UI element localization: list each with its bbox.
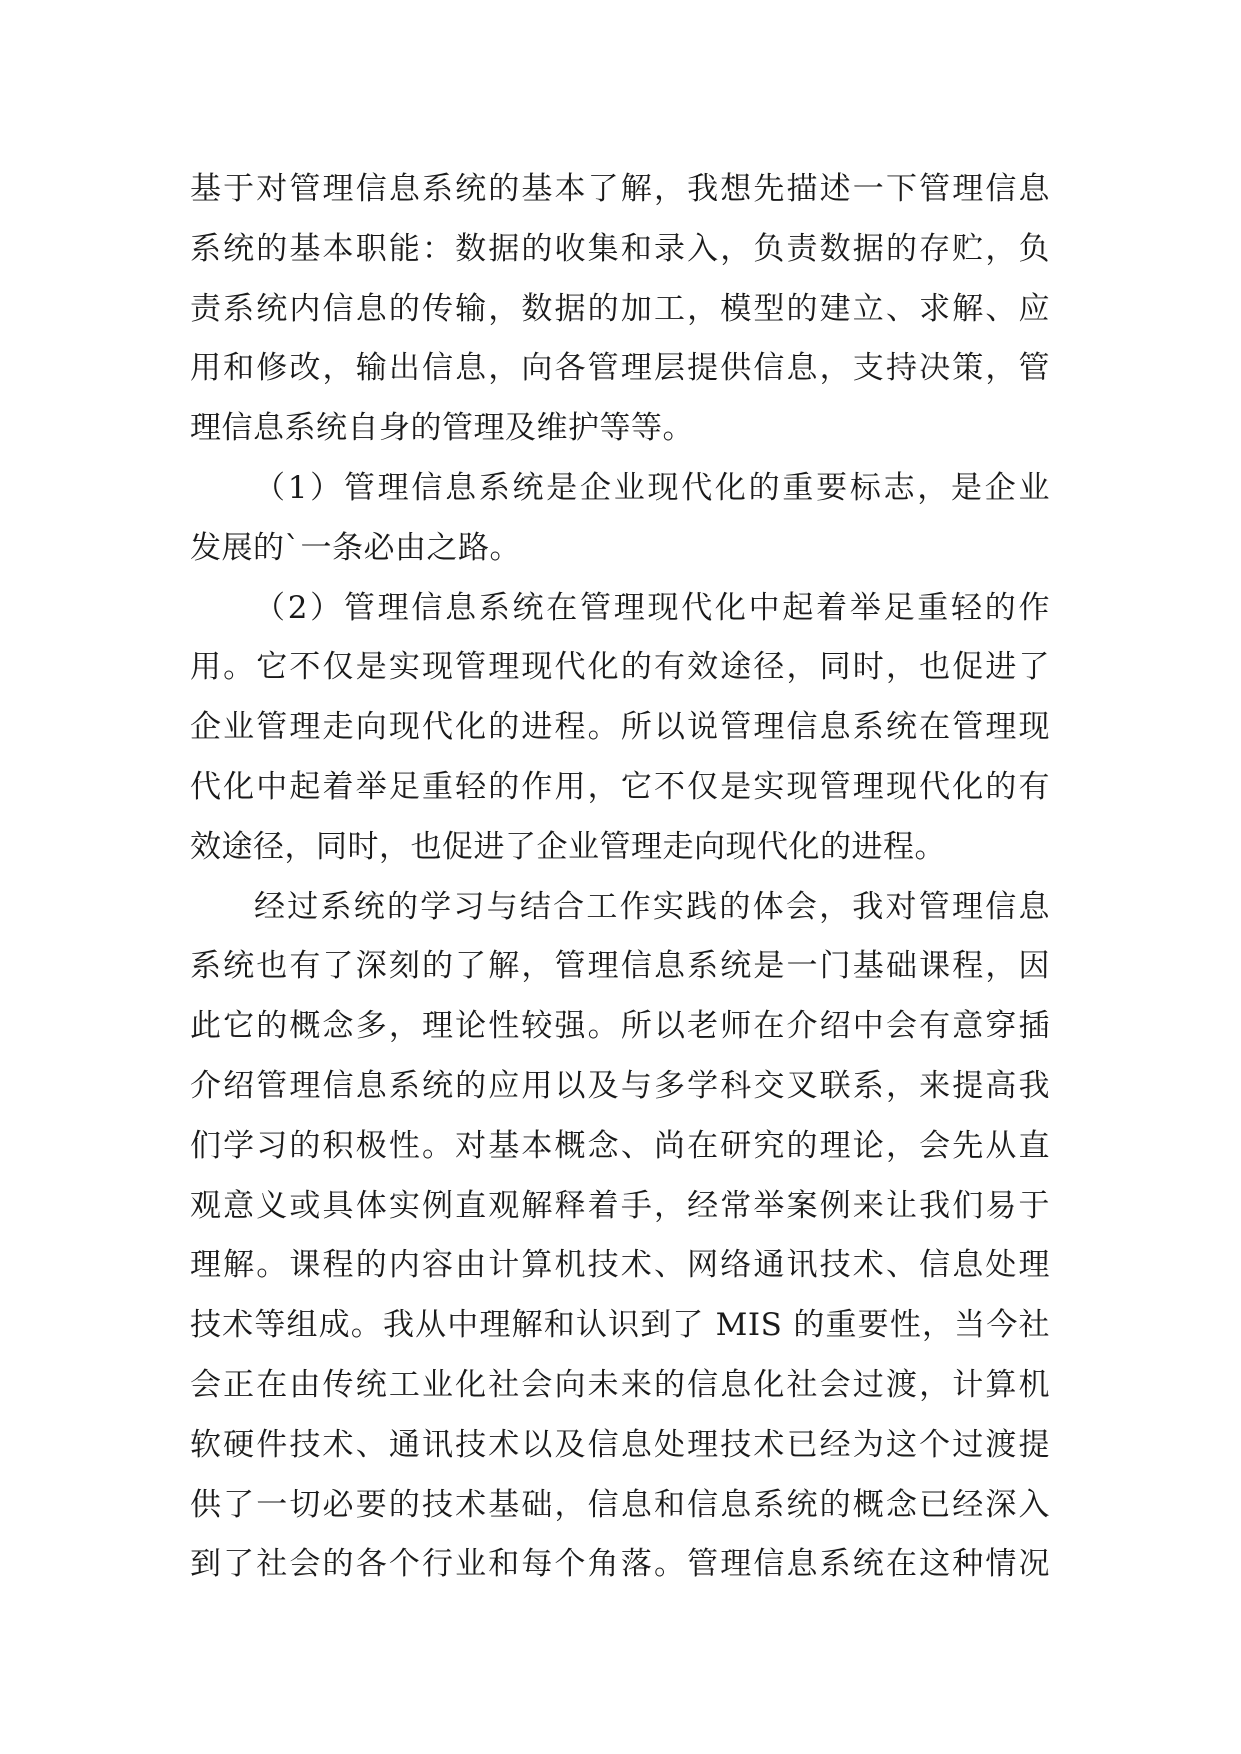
text-line: 基于对管理信息系统的基本了解，我想先描述一下管理信息 xyxy=(190,171,1050,207)
text-line: 理解。课程的内容由计算机技术、网络通讯技术、信息处理 xyxy=(190,1247,1050,1284)
text-line: 此它的概念多，理论性较强。所以老师在介绍中会有意穿插 xyxy=(190,1008,1050,1045)
text-line: 供了一切必要的技术基础，信息和信息系统的概念已经深入 xyxy=(190,1486,1050,1523)
text-line: 理信息系统自身的管理及维护等等。 xyxy=(190,410,694,447)
text-line: 责系统内信息的传输，数据的加工，模型的建立、求解、应 xyxy=(190,290,1050,327)
text-line: 到了社会的各个行业和每个角落。管理信息系统在这种情况 xyxy=(190,1546,1050,1583)
text-line: 发展的`一条必由之路。 xyxy=(190,529,521,566)
text-line: 效途径，同时，也促进了企业管理走向现代化的进程。 xyxy=(190,828,946,865)
text-line: 代化中起着举足重轻的作用，它不仅是实现管理现代化的有 xyxy=(190,768,1050,805)
text-line: 们学习的积极性。对基本概念、尚在研究的理论，会先从直 xyxy=(190,1127,1050,1164)
paragraph-point-1 xyxy=(190,459,1050,579)
text-line: 系统的基本职能：数据的收集和录入，负责数据的存贮，负 xyxy=(190,230,1050,267)
text-line: 软硬件技术、通讯技术以及信息处理技术已经为这个过渡提 xyxy=(190,1426,1050,1463)
text-line: 技术等组成。我从中理解和认识到了 MIS 的重要性，当今社 xyxy=(190,1307,1050,1344)
paragraph-point-2 xyxy=(190,579,1050,878)
text-line: 会正在由传统工业化社会向未来的信息化社会过渡，计算机 xyxy=(190,1366,1050,1403)
text-line: 企业管理走向现代化的进程。所以说管理信息系统在管理现 xyxy=(190,709,1050,746)
text-line: （2）管理信息系统在管理现代化中起着举足重轻的作 xyxy=(254,589,1050,626)
text-line: 用和修改，输出信息，向各管理层提供信息，支持决策，管 xyxy=(190,350,1050,387)
text-line: 介绍管理信息系统的应用以及与多学科交叉联系，来提高我 xyxy=(190,1067,1050,1104)
text-line: 经过系统的学习与结合工作实践的体会，我对管理信息 xyxy=(254,888,1050,925)
paragraph-basic-functions xyxy=(190,160,1050,459)
text-line: 系统也有了深刻的了解，管理信息系统是一门基础课程，因 xyxy=(190,948,1050,985)
text-line: 用。它不仅是实现管理现代化的有效途径，同时，也促进了 xyxy=(190,649,1050,686)
document-body xyxy=(190,160,1050,1595)
paragraph-learning-experience xyxy=(190,878,1050,1596)
text-line: （1）管理信息系统是企业现代化的重要标志，是企业 xyxy=(254,469,1050,506)
text-line: 观意义或具体实例直观解释着手，经常举案例来让我们易于 xyxy=(190,1187,1050,1224)
